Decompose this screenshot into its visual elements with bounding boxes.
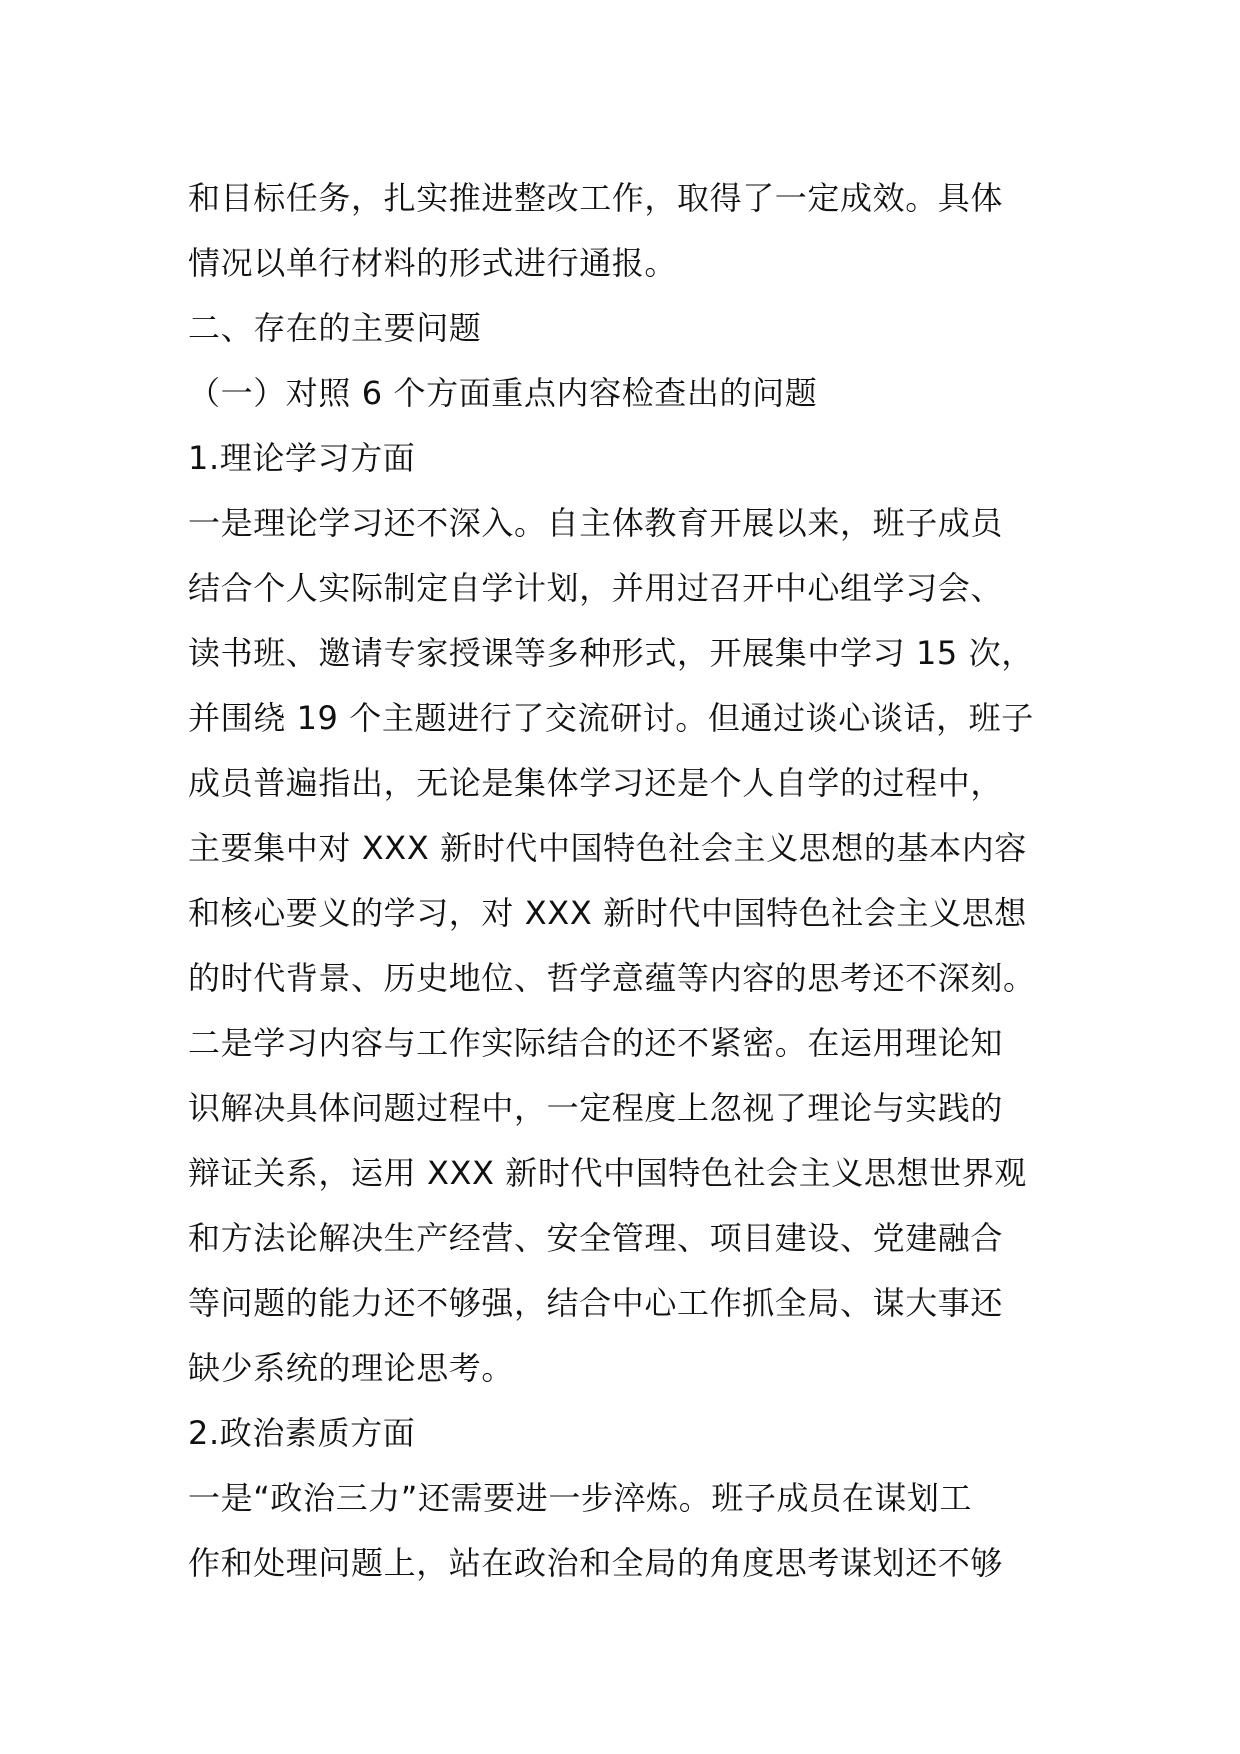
text-line: 结合个人实际制定自学计划，并用过召开中心组学习会、 bbox=[188, 569, 1004, 607]
text-line: 情况以单行材料的形式进行通报。 bbox=[188, 244, 678, 282]
text-line: 的时代背景、历史地位、哲学意蕴等内容的思考还不深刻。 bbox=[188, 959, 1036, 997]
item-heading: 2.政治素质方面 bbox=[188, 1414, 416, 1452]
section-heading: 二、存在的主要问题 bbox=[188, 309, 482, 347]
text-line: 和核心要义的学习，对 XXX 新时代中国特色社会主义思想 bbox=[188, 894, 1027, 932]
text-line: 识解决具体问题过程中，一定程度上忽视了理论与实践的 bbox=[188, 1089, 1004, 1127]
text-line: 主要集中对 XXX 新时代中国特色社会主义思想的基本内容 bbox=[188, 829, 1027, 867]
text-line: 并围绕 19 个主题进行了交流研讨。但通过谈心谈话，班子 bbox=[188, 699, 1034, 737]
text-line: 辩证关系，运用 XXX 新时代中国特色社会主义思想世界观 bbox=[188, 1154, 1027, 1192]
text-line: 读书班、邀请专家授课等多种形式，开展集中学习 15 次， bbox=[188, 634, 1034, 672]
item-heading: 1.理论学习方面 bbox=[188, 439, 416, 477]
text-line: 和方法论解决生产经营、安全管理、项目建设、党建融合 bbox=[188, 1219, 1004, 1257]
text-line: 成员普遍指出，无论是集体学习还是个人自学的过程中， bbox=[188, 764, 1004, 802]
document-body bbox=[188, 166, 1068, 1596]
text-line: 一是“政治三力”还需要进一步淬炼。班子成员在谋划工 bbox=[188, 1479, 973, 1517]
text-line: 缺少系统的理论思考。 bbox=[188, 1349, 515, 1387]
subsection-heading: （一）对照 6 个方面重点内容检查出的问题 bbox=[188, 374, 818, 412]
text-line: 作和处理问题上，站在政治和全局的角度思考谋划还不够 bbox=[188, 1544, 1004, 1582]
text-line: 一是理论学习还不深入。自主体教育开展以来，班子成员 bbox=[188, 504, 1004, 542]
text-line: 等问题的能力还不够强，结合中心工作抓全局、谋大事还 bbox=[188, 1284, 1004, 1322]
text-line: 和目标任务，扎实推进整改工作，取得了一定成效。具体 bbox=[188, 179, 1004, 217]
text-line: 二是学习内容与工作实际结合的还不紧密。在运用理论知 bbox=[188, 1024, 1004, 1062]
